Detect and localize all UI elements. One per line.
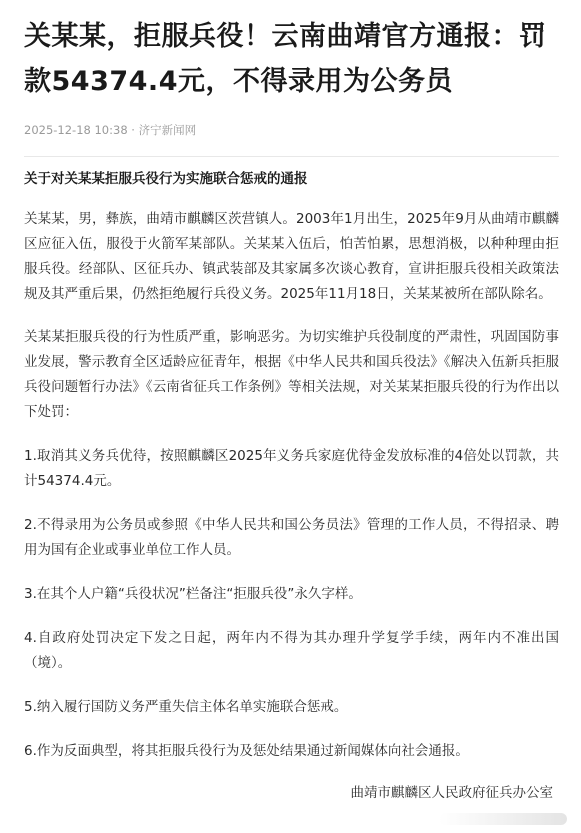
penalty-item-4: 4.自政府处罚决定下发之日起，两年内不得为其办理升学复学手续，两年内不准出国（境）。 [24,630,559,671]
penalty-item-5: 5.纳入履行国防义务严重失信主体名单实施联合惩戒。 [24,699,348,715]
penalty-item-3: 3.在其个人户籍“兵役状况”栏备注“拒服兵役”永久字样。 [24,586,362,602]
article-meta: 2025-12-18 10:38 · 济宁新闻网 [24,123,197,137]
article-title: 关某某，拒服兵役！云南曲靖官方通报：罚款54374.4元，不得录用为公务员 [24,21,547,97]
notice-heading: 关于对关某某拒服兵役行为实施联合惩戒的通报 [24,171,308,187]
penalty-item-1: 1.取消其义务兵优待，按照麒麟区2025年义务兵家庭优待金发放标准的4倍处以罚款，共计54374.4元。 [24,448,559,489]
watermark [439,813,567,825]
divider [24,156,559,157]
penalty-item-2: 2.不得录用为公务员或参照《中华人民共和国公务员法》管理的工作人员，不得招录、聘用为国有企业或事业单位工作人员。 [24,517,559,558]
issuer-signature: 曲靖市麒麟区人民政府征兵办公室 [350,785,553,801]
notice-paragraph-2: 关某某拒服兵役的行为性质严重，影响恶劣。为切实维护兵役制度的严肃性，巩固国防事业发展，警示教育全区适龄应征青年，根据《中华人民共和国兵役法》《解决入伍新兵拒服兵役问题暂行办法》《云南省征兵工作条例》等相关法规，对关某某拒服兵役的行为作出以下处罚： [24,329,559,420]
penalty-item-6: 6.作为反面典型，将其拒服兵役行为及惩处结果通过新闻媒体向社会通报。 [24,743,469,759]
notice-paragraph-1: 关某某，男，彝族，曲靖市麒麟区茨营镇人。2003年1月出生，2025年9月从曲靖市麒麟区应征入伍，服役于火箭军某部队。关某某入伍后，怕苦怕累，思想消极，以种种理由拒服兵役。经部队、区征兵办、镇武装部及其家属多次谈心教育，宣讲拒服兵役相关政策法规及其严重后果，仍然拒绝履行兵役义务。2025年11月18日，关某某被所在部队除名。 [24,211,559,302]
